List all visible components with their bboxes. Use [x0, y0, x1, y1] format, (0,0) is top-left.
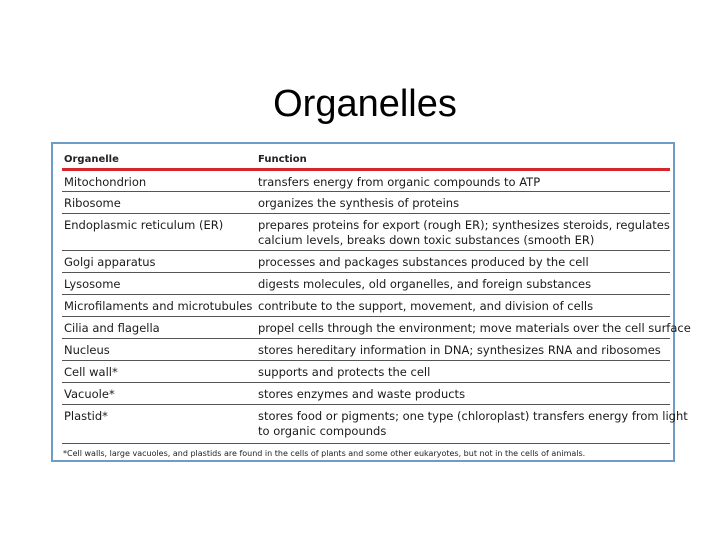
- function-line: calcium levels, breaks down toxic substances (smooth ER): [258, 233, 595, 247]
- organelle-name: Endoplasmic reticulum (ER): [64, 218, 224, 232]
- organelle-function: [258, 255, 672, 270]
- organelle-function: [258, 299, 672, 314]
- organelle-name: Vacuole*: [64, 387, 115, 401]
- table-footnote: *Cell walls, large vacuoles, and plastids are found in the cells of plants and some other eukaryotes, but not in the cells of animals.: [63, 449, 586, 458]
- function-line: prepares proteins for export (rough ER); synthesizes steroids, regulates: [258, 218, 670, 232]
- organelle-name: Plastid*: [64, 409, 108, 423]
- table-header: [62, 151, 670, 171]
- function-line: digests molecules, old organelles, and foreign substances: [258, 277, 592, 291]
- organelle-function: [258, 218, 672, 248]
- table-row: [62, 214, 670, 251]
- function-line: processes and packages substances produced by the cell: [258, 255, 589, 269]
- function-line: supports and protects the cell: [258, 365, 431, 379]
- header-function: Function: [258, 154, 307, 165]
- table-row: [62, 171, 670, 192]
- organelle-function: [258, 387, 672, 402]
- table-row: [62, 361, 670, 383]
- organelle-name: Cell wall*: [64, 365, 118, 379]
- function-line: propel cells through the environment; move materials over the cell surface: [258, 321, 691, 335]
- organelle-function: [258, 343, 672, 358]
- table-row: [62, 273, 670, 295]
- organelle-name: Microfilaments and microtubules: [64, 299, 253, 313]
- function-line: organizes the synthesis of proteins: [258, 196, 460, 210]
- table-row: [62, 339, 670, 361]
- table-row: [62, 251, 670, 273]
- organelle-name: Lysosome: [64, 277, 121, 291]
- table-row: [62, 317, 691, 339]
- function-line: to organic compounds: [258, 424, 387, 438]
- organelle-function: [258, 321, 691, 336]
- slide-title: Organelles: [273, 83, 457, 125]
- organelle-function: [258, 409, 688, 439]
- function-line: contribute to the support, movement, and division of cells: [258, 299, 594, 313]
- organelle-name: Golgi apparatus: [64, 255, 156, 269]
- organelle-name: Nucleus: [64, 343, 110, 357]
- organelle-function: [258, 365, 672, 380]
- function-line: stores hereditary information in DNA; synthesizes RNA and ribosomes: [258, 343, 661, 357]
- organelle-name: Cilia and flagella: [64, 321, 160, 335]
- function-line: stores enzymes and waste products: [258, 387, 466, 401]
- organelle-table: [51, 142, 691, 462]
- function-line: transfers energy from organic compounds to ATP: [258, 175, 541, 189]
- header-organelle: Organelle: [64, 154, 119, 165]
- organelle-function: [258, 196, 672, 211]
- organelle-function: [258, 175, 672, 190]
- table-row: [62, 295, 670, 317]
- table-row: [62, 192, 670, 214]
- organelle-function: [258, 277, 672, 292]
- table-row: [62, 383, 670, 405]
- organelle-name: Mitochondrion: [64, 175, 147, 189]
- function-line: stores food or pigments; one type (chloroplast) transfers energy from light: [258, 409, 688, 423]
- table-row: [62, 405, 688, 444]
- organelle-name: Ribosome: [64, 196, 121, 210]
